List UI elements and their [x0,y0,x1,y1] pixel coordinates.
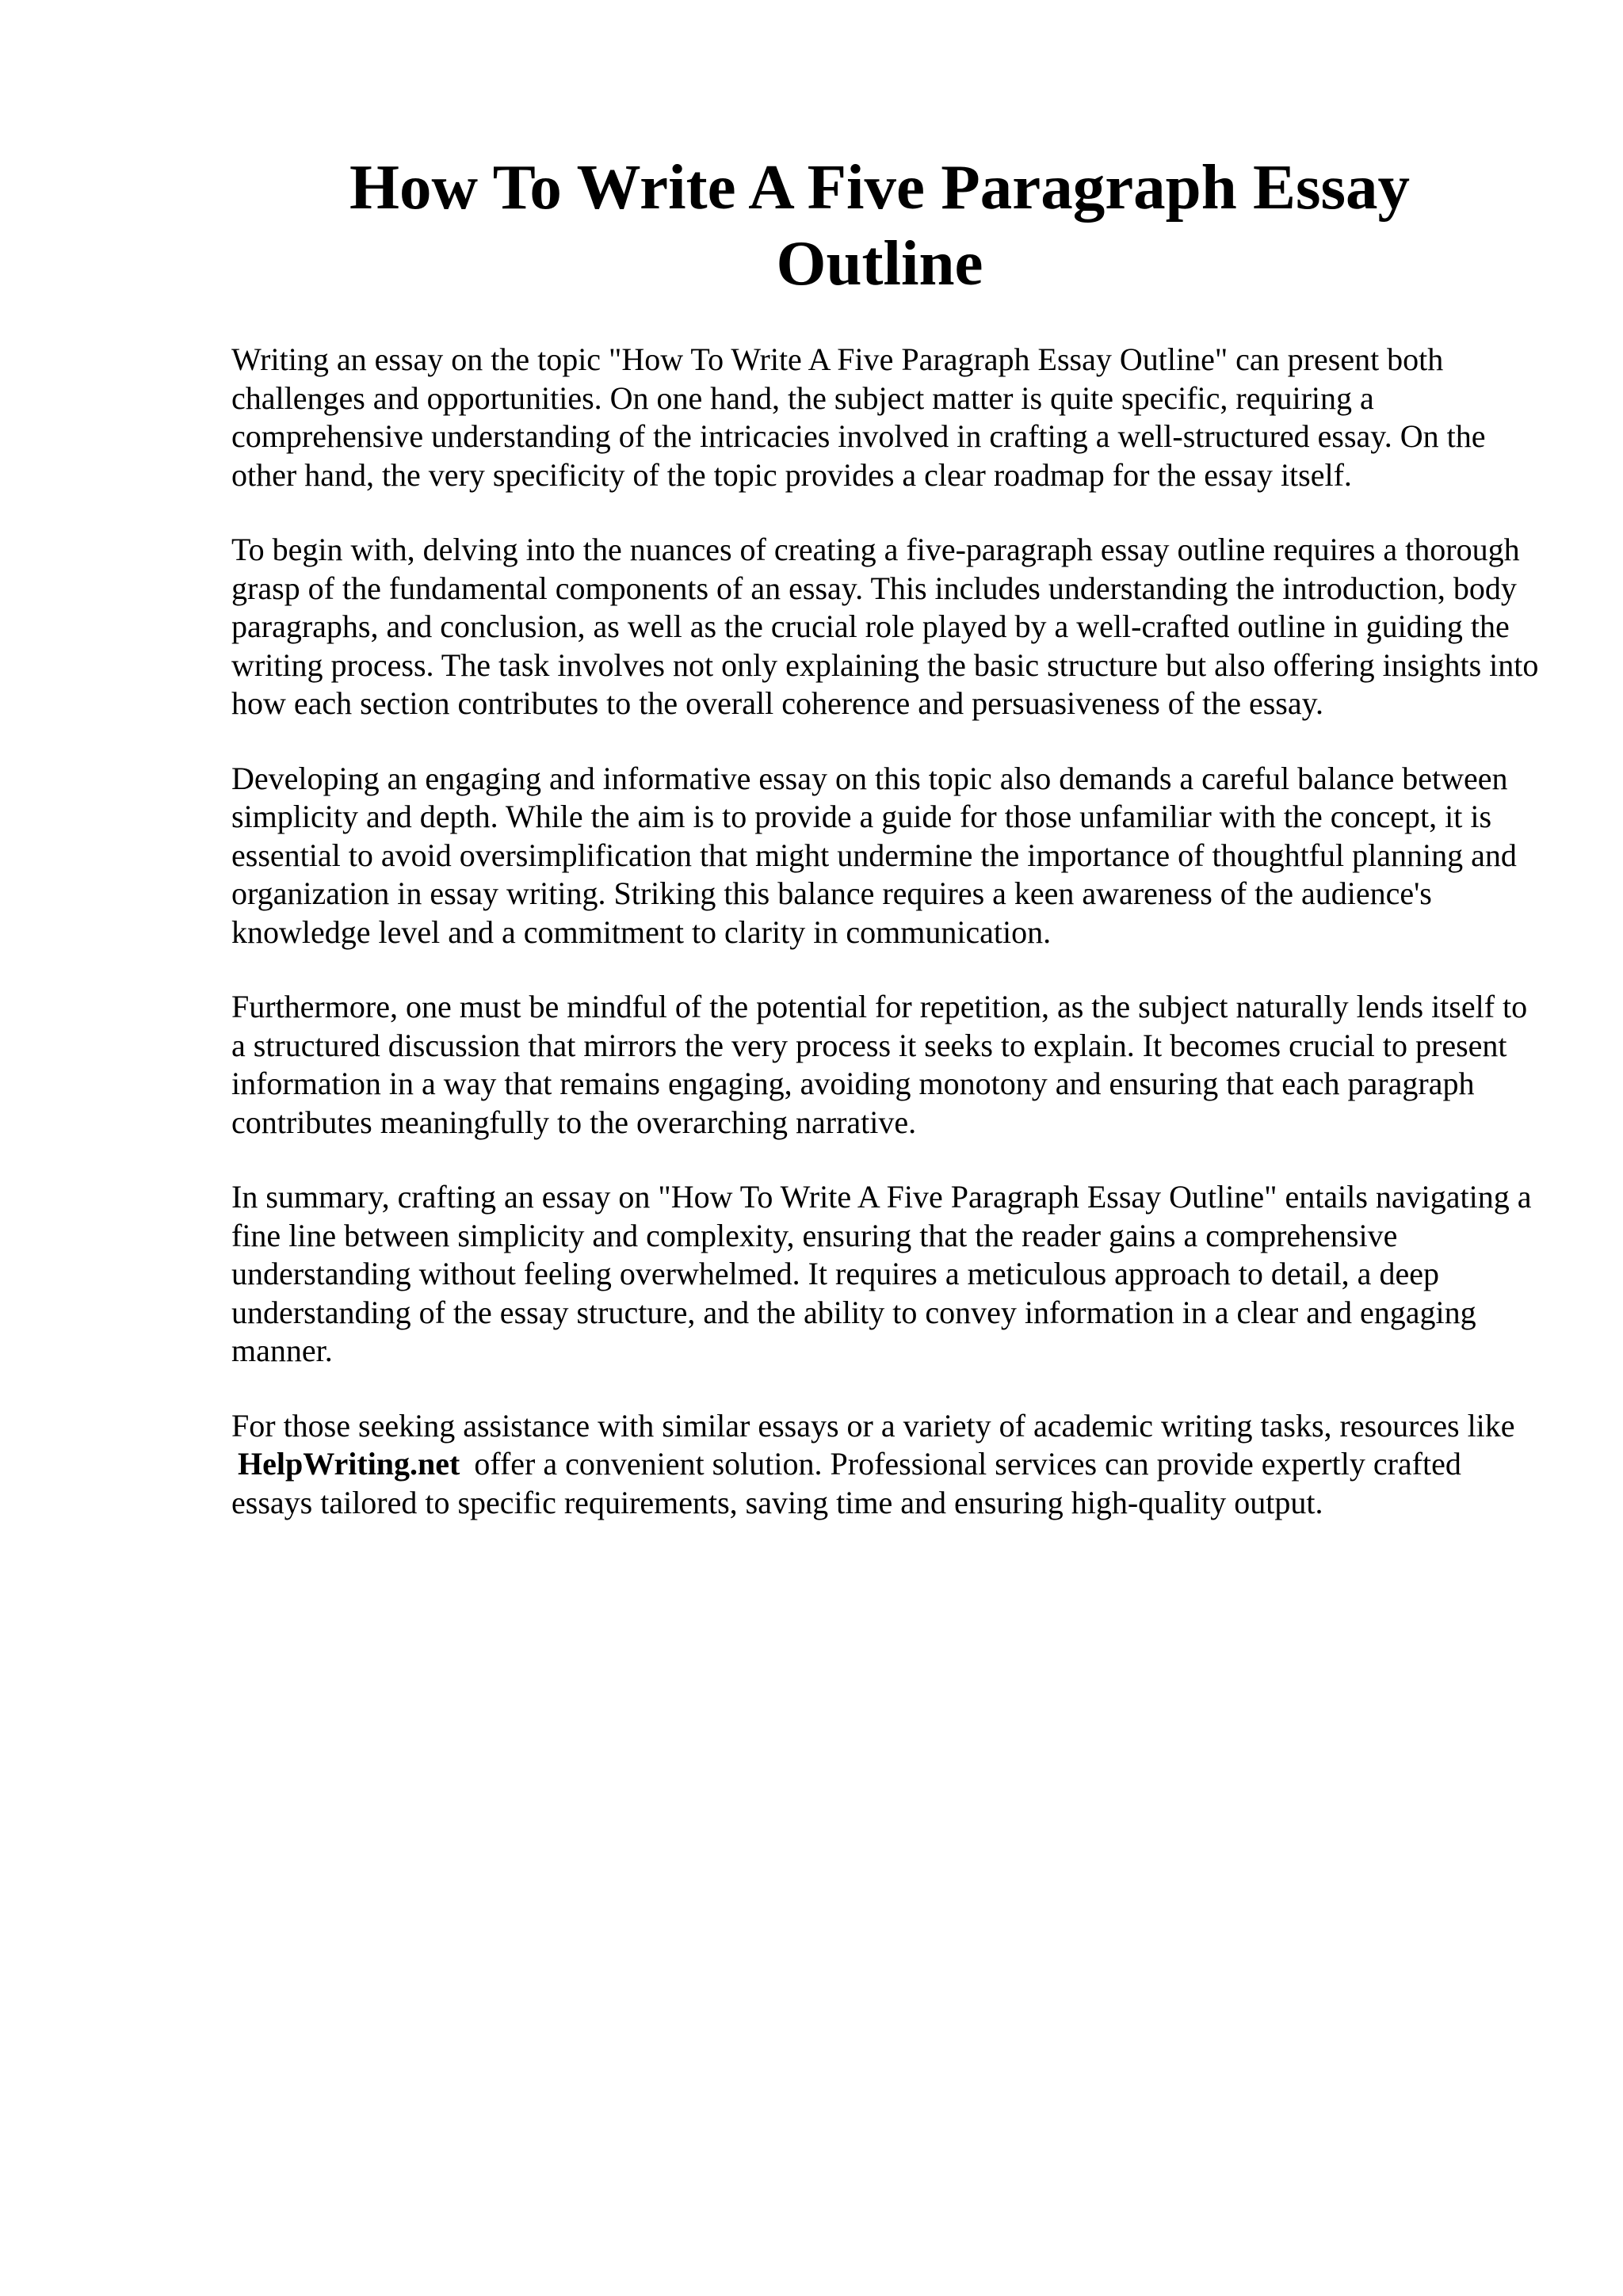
paragraph-4: Furthermore, one must be mindful of the potential for repetition, as the subject naturally lends itself to a structured discussion that mirrors the very process it seeks to explain. It becomes crucial to present information in a way that remains engaging, avoiding monotony and ensuring that each paragraph contributes meaningfully to the overarching narrative. [231,989,1528,1140]
document-body [231,341,1547,1558]
paragraph-6 [231,1407,1547,1523]
title-line-2: Outline [776,227,983,299]
document-title [230,149,1529,301]
paragraph-1: Writing an essay on the topic "How To Write A Five Paragraph Essay Outline" can present both challenges and opportunities. On one hand, the subject matter is quite specific, requiring a comprehensive understanding of the intricacies involved in crafting a well-structured essay. On the other hand, the very specificity of the topic provides a clear roadmap for the essay itself. [231,341,1486,493]
paragraph-3: Developing an engaging and informative essay on this topic also demands a careful balance between simplicity and depth. While the aim is to provide a guide for those unfamiliar with the concept, it is essential to avoid oversimplification that might undermine the importance of thoughtful planning and organization in essay writing. Striking this balance requires a keen awareness of the audience's knowledge level and a commitment to clarity in communication. [231,760,1517,950]
helpwriting-link[interactable]: HelpWriting.net [238,1446,460,1482]
title-line-1: How To Write A Five Paragraph Essay [349,151,1411,223]
paragraph-6-after: offer a convenient solution. Professional services can provide expertly crafted essays tailored to specific requirements, saving time and ensuring high-quality output. [231,1446,1461,1520]
paragraph-2: To begin with, delving into the nuances of creating a five-paragraph essay outline requires a thorough grasp of the fundamental components of an essay. This includes understanding the introduction, body paragraphs, and conclusion, as well as the crucial role played by a well-crafted outline in guiding the writing process. The task involves not only explaining the basic structure but also offering insights into how each section contributes to the overall coherence and persuasiveness of the essay. [231,532,1539,721]
paragraph-6-before: For those seeking assistance with similar essays or a variety of academic writing tasks, resources like [231,1407,1515,1444]
paragraph-5: In summary, crafting an essay on "How To Write A Five Paragraph Essay Outline" entails navigating a fine line between simplicity and complexity, ensuring that the reader gains a comprehensive understanding without feeling overwhelmed. It requires a meticulous approach to detail, a deep understanding of the essay structure, and the ability to convey information in a clear and engaging manner. [231,1179,1532,1368]
